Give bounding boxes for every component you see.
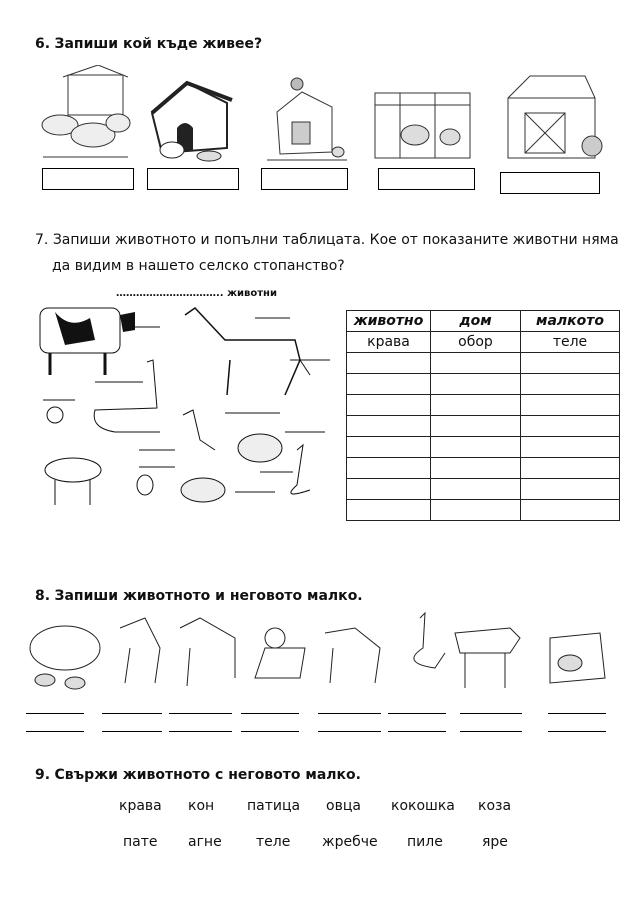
answer-line[interactable] — [102, 731, 162, 732]
horse-sketch — [185, 308, 310, 395]
answer-line[interactable] — [26, 713, 84, 714]
answer-line[interactable] — [548, 713, 606, 714]
question-7-line1: Запиши животното и попълни таблицата. Кое от показаните животни няма — [52, 232, 619, 248]
table-cell: крава — [347, 332, 431, 353]
answer-line[interactable] — [460, 731, 522, 732]
adult-word[interactable]: патица — [247, 798, 301, 814]
answer-box-3[interactable] — [261, 168, 348, 190]
question-9 — [35, 767, 361, 783]
barn-illustration — [370, 85, 474, 165]
answer-line[interactable] — [318, 731, 381, 732]
question-8-text: Запиши животното и неговото малко. — [54, 588, 363, 604]
answer-box-4[interactable] — [378, 168, 475, 190]
answer-line[interactable] — [26, 731, 84, 732]
table-row — [347, 332, 620, 353]
answer-box-1[interactable] — [42, 168, 134, 190]
question-6-text: Запиши кой къде живее? — [54, 36, 263, 52]
table-cell: обор — [431, 332, 521, 353]
answer-box-2[interactable] — [147, 168, 239, 190]
pigsty-illustration — [38, 65, 133, 165]
table-row[interactable] — [347, 374, 620, 395]
question-7 — [35, 232, 619, 248]
young-word[interactable]: агне — [188, 834, 222, 850]
table-row[interactable] — [347, 479, 620, 500]
table-row[interactable] — [347, 416, 620, 437]
answer-line[interactable] — [388, 713, 446, 714]
question-9-number: 9. — [35, 767, 51, 783]
cow-sketch — [40, 308, 135, 375]
henhouse-illustration — [262, 72, 350, 167]
table-header-animal: животно — [347, 311, 431, 332]
table-header-young: малкото — [521, 311, 620, 332]
adult-word[interactable]: коза — [478, 798, 512, 814]
question-6 — [35, 36, 262, 52]
table-cell: теле — [521, 332, 620, 353]
table-row[interactable] — [347, 353, 620, 374]
table-row[interactable] — [347, 395, 620, 416]
question-7-number: 7. — [35, 232, 49, 248]
answer-line[interactable] — [460, 713, 522, 714]
farm-animals-illustration — [35, 300, 335, 515]
question-6-number: 6. — [35, 36, 51, 52]
answer-line[interactable] — [169, 731, 232, 732]
question-9-text: Свържи животното с неговото малко. — [54, 767, 361, 783]
adult-word[interactable]: кокошка — [391, 798, 455, 814]
adult-word[interactable]: крава — [119, 798, 162, 814]
young-word[interactable]: пате — [123, 834, 158, 850]
question-8 — [35, 588, 363, 604]
table-header-home: дом — [431, 311, 521, 332]
adult-word[interactable]: овца — [326, 798, 361, 814]
answer-line[interactable] — [548, 731, 606, 732]
answer-box-5[interactable] — [500, 172, 600, 194]
young-word[interactable]: жребче — [322, 834, 378, 850]
table-row[interactable] — [347, 458, 620, 479]
answer-line[interactable] — [102, 713, 162, 714]
doghouse-illustration — [147, 78, 237, 168]
table-header-row — [347, 311, 620, 332]
young-word[interactable]: пиле — [407, 834, 443, 850]
animals-with-young-illustration — [15, 608, 615, 698]
young-word[interactable]: теле — [256, 834, 291, 850]
answer-line[interactable] — [388, 731, 446, 732]
answer-line[interactable] — [241, 713, 299, 714]
goat-sketch — [45, 458, 101, 505]
young-word[interactable]: яре — [482, 834, 508, 850]
cat-dog-sketch — [183, 410, 215, 450]
answer-line[interactable] — [169, 713, 232, 714]
question-7-line2: да видим в нашето селско стопанство? — [52, 258, 345, 274]
table-row[interactable] — [347, 437, 620, 458]
stable-illustration — [500, 68, 605, 168]
adult-word[interactable]: кон — [188, 798, 215, 814]
animals-blank-label: ………………………….. животни — [116, 288, 277, 299]
question-8-number: 8. — [35, 588, 51, 604]
answer-line[interactable] — [318, 713, 381, 714]
answer-line[interactable] — [241, 731, 299, 732]
table-row[interactable] — [347, 500, 620, 521]
animals-table — [346, 310, 620, 521]
